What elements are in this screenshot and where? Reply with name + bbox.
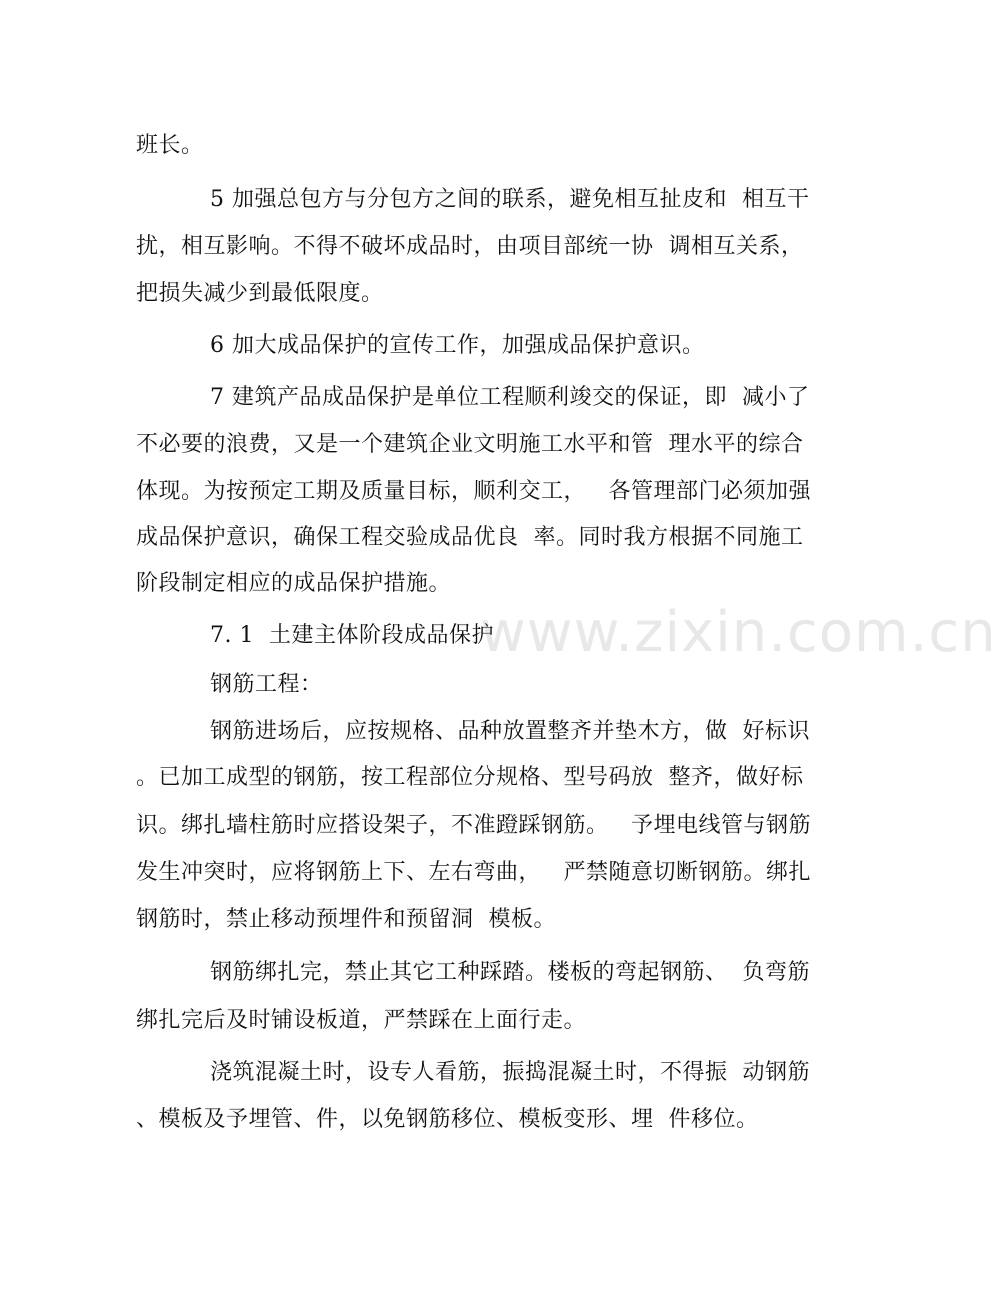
paragraph-line: 发生冲突时，应将钢筋上下、左右弯曲， 严禁随意切断钢筋。绑扎 xyxy=(136,860,811,885)
paragraph-line: 扰，相互影响。不得不破坏成品时，由项目部统一协 调相互关系， xyxy=(136,234,804,259)
subsection-heading: 钢筋工程： xyxy=(210,672,323,697)
paragraph-line: 钢筋时，禁止移动预埋件和预留洞 模板。 xyxy=(136,907,556,932)
paragraph-line: 阶段制定相应的成品保护措施。 xyxy=(136,571,452,596)
paragraph-line: 不必要的浪费，又是一个建筑企业文明施工水平和管 理水平的综合 xyxy=(136,432,804,457)
paragraph-line: 成品保护意识，确保工程交验成品优良 率。同时我方根据不同施工 xyxy=(136,525,804,550)
paragraph-line: 6 加大成品保护的宣传工作，加强成品保护意识。 xyxy=(210,333,705,358)
paragraph-line: 把损失减少到最低限度。 xyxy=(136,281,384,306)
paragraph-line: 钢筋绑扎完，禁止其它工种踩踏。楼板的弯起钢筋、 负弯筋 xyxy=(210,960,810,985)
paragraph-line: 钢筋进场后，应按规格、品种放置整齐并垫木方，做 好标识 xyxy=(210,719,810,744)
paragraph-line: 浇筑混凝土时，设专人看筋，振捣混凝土时，不得振 动钢筋 xyxy=(210,1060,810,1085)
watermark-text: www.zixin.com.cn xyxy=(480,600,997,665)
paragraph-line: 。已加工成型的钢筋，按工程部位分规格、型号码放 整齐，做好标 xyxy=(136,765,804,790)
paragraph-line: 体现。为按预定工期及质量目标，顺利交工， 各管理部门必须加强 xyxy=(136,479,811,504)
section-heading: 7. 1 土建主体阶段成品保护 xyxy=(210,623,494,648)
paragraph-line: 绑扎完后及时铺设板道，严禁踩在上面行走。 xyxy=(136,1008,587,1033)
paragraph-line: 班长。 xyxy=(136,133,204,158)
paragraph-line: 识。绑扎墙柱筋时应搭设架子，不准蹬踩钢筋。 予埋电线管与钢筋 xyxy=(136,813,811,838)
paragraph-line: 5 加强总包方与分包方之间的联系，避免相互扯皮和 相互干 xyxy=(210,187,810,212)
paragraph-line: 、模板及予埋管、件，以免钢筋移位、模板变形、埋 件移位。 xyxy=(136,1107,759,1132)
paragraph-line: 7 建筑产品成品保护是单位工程顺利竣交的保证，即 减小了 xyxy=(210,385,810,410)
